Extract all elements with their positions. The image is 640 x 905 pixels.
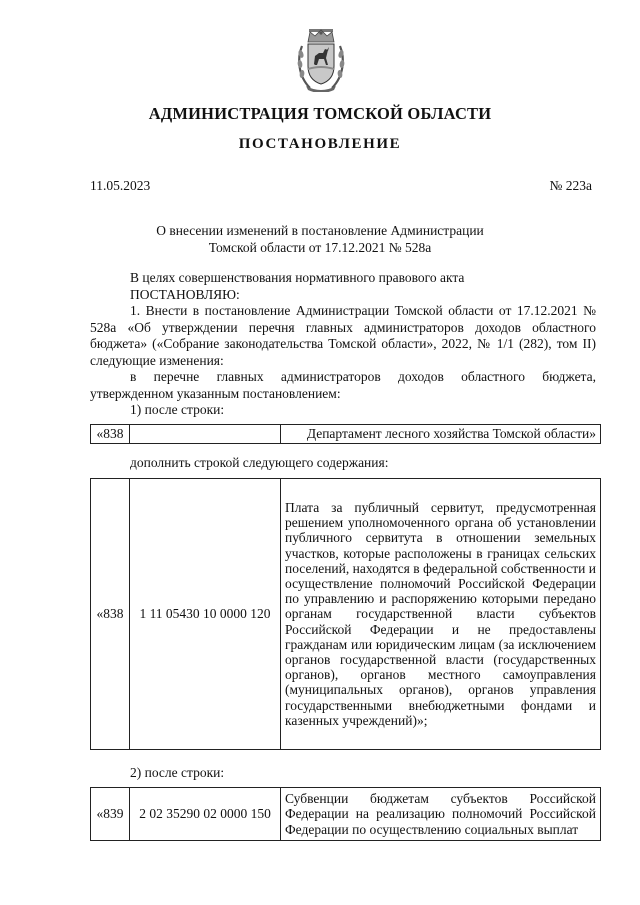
subject-line-1: О внесении изменений в постановление Администрации — [156, 223, 484, 238]
table-cell-name: Субвенции бюджетам субъектов Российской Федерации на реализацию полномочий Российской Федерации по осуществлению социальных выплат — [281, 788, 601, 841]
tomsk-coat-of-arms-icon — [296, 28, 346, 92]
table-row — [91, 788, 601, 841]
table-cell-code: «839 — [91, 788, 130, 841]
body-intro — [90, 270, 596, 419]
subject-line-2: Томской области от 17.12.2021 № 528а — [208, 240, 432, 255]
table-cell-kbk — [130, 425, 281, 444]
in-list-paragraph: в перечне главных администраторов доходов областного бюджета, утвержденном указанным постановлением: — [90, 369, 596, 401]
table-cell-name: Департамент лесного хозяйства Томской области» — [281, 425, 601, 444]
add-row-text: дополнить строкой следующего содержания: — [130, 455, 389, 470]
add-row-text-block — [90, 455, 596, 472]
decree-word: ПОСТАНОВЛЯЮ: — [130, 286, 240, 302]
table-cell-code: «838 — [91, 479, 130, 750]
document-date: 11.05.2023 — [90, 178, 151, 193]
organization-title: АДМИНИСТРАЦИЯ ТОМСКОЙ ОБЛАСТИ — [148, 104, 492, 123]
table-cell-name: Плата за публичный сервитут, предусмотренная решением уполномоченного органа об установлении публичного сервитута в отношении земельных участков, которые расположены в границах сельских поселений, находятся в федеральной собственности и осуществление полномочий Российской Федерации по управлению и распоряжению которыми передано органам государственной власти субъектов Российской Федерации и не предоставлены гражданам или юридическим лицам (за исключением органов государственной власти (государственных органов), органов местного самоуправления (муниципальных органов), органов управления государственными внебюджетными фондами и казенных учреждений)»; — [281, 479, 601, 750]
subitem-2-label: 2) после строки: — [130, 765, 225, 780]
intro-paragraph: В целях совершенствования нормативного правового акта — [130, 270, 465, 285]
table-cell-code: «838 — [91, 425, 130, 444]
table-cell-kbk: 2 02 35290 02 0000 150 — [130, 788, 281, 841]
document-subject — [0, 222, 640, 256]
item-1-paragraph: 1. Внести в постановление Администрации Томской области от 17.12.2021 № 528а «Об утверждении перечня главных администраторов доходов областного бюджета» («Собрание законодательства Томской области», 2022, № 1/1 (282), том II) следующие изменения: — [90, 303, 596, 368]
table-row — [91, 479, 601, 750]
table-cell-kbk: 1 11 05430 10 0000 120 — [130, 479, 281, 750]
document-number: № 223а — [549, 178, 592, 193]
table-row-subventions — [90, 787, 601, 841]
subitem-2-block — [90, 765, 596, 782]
subitem-1-label: 1) после строки: — [130, 402, 225, 417]
table-row-department — [90, 424, 601, 444]
table-row — [91, 425, 601, 444]
document-type: ПОСТАНОВЛЕНИЕ — [238, 136, 402, 152]
table-row-new-entry — [90, 478, 601, 750]
